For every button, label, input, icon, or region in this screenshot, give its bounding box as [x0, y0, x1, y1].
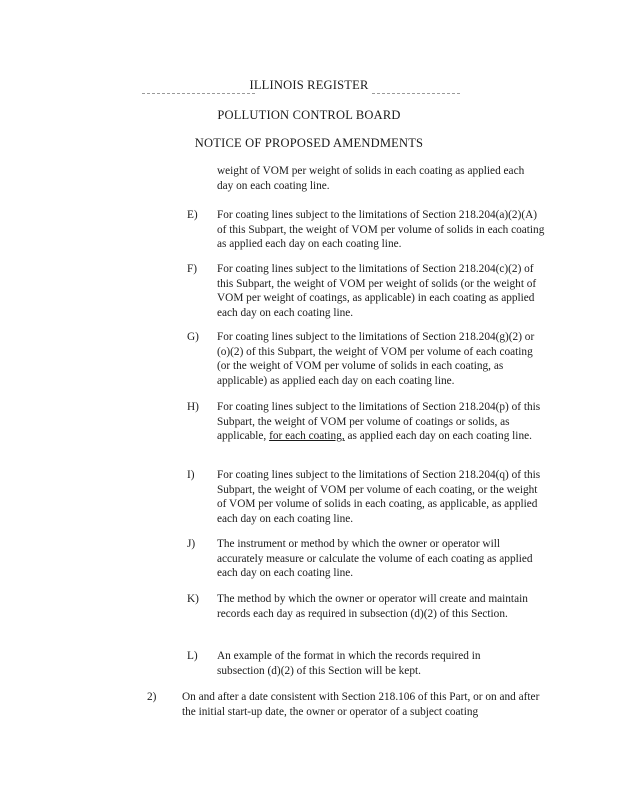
paragraph-2-text: On and after a date consistent with Section 218.106 of this Part, or on and after the initial start-up date, the owner or operator of a subject coating	[182, 691, 540, 718]
carryover-text: weight of VOM per weight of solids in each coating as applied each day on each coating line.	[217, 165, 525, 192]
item-h-underlined-insertion: for each coating,	[269, 430, 345, 443]
item-g-label: G)	[187, 331, 199, 343]
item-j-text: The instrument or method by which the owner or operator will accurately measure or calculate the volume of each coating as applied each day on each coating line.	[217, 538, 533, 580]
item-j-label: J)	[187, 538, 196, 550]
header-rule-left	[142, 93, 255, 94]
board-title: POLLUTION CONTROL BOARD	[217, 108, 401, 122]
register-title: ILLINOIS REGISTER	[249, 78, 369, 92]
item-l-label: L)	[187, 650, 198, 662]
header-rule-right	[372, 93, 460, 94]
item-h-text-before: For coating lines subject to the limitations of Section 218.204(p) of this Subpart, the weight of VOM per volume of coatings or solids, as applicable,	[217, 401, 541, 443]
item-h-text-after: as applied each day on each coating line.	[344, 430, 532, 443]
item-i-text: For coating lines subject to the limitations of Section 218.204(q) of this Subpart, the weight of VOM per volume of each coating, or the weight of VOM per volume of solids in each coating, as applicable, as applied each day on each coating line.	[217, 469, 541, 525]
item-e-label: E)	[187, 209, 198, 221]
paragraph-2-label: 2)	[147, 691, 157, 703]
item-l-text: An example of the format in which the records required in subsection (d)(2) of this Section will be kept.	[217, 650, 481, 677]
item-e-text: For coating lines subject to the limitations of Section 218.204(a)(2)(A) of this Subpart, the weight of VOM per volume of solids in each coating as applied each day on each coating line.	[217, 209, 545, 251]
item-f-text: For coating lines subject to the limitations of Section 218.204(c)(2) of this Subpart, the weight of VOM per weight of solids (or the weight of VOM per weight of coatings, as applicable) in each coating as applied each day on each coating line.	[217, 263, 537, 319]
item-k-text: The method by which the owner or operator will create and maintain records each day as required in subsection (d)(2) of this Section.	[217, 593, 528, 620]
item-f-label: F)	[187, 263, 198, 275]
item-g-text: For coating lines subject to the limitations of Section 218.204(g)(2) or (o)(2) of this Subpart, the weight of VOM per volume of each coating (or the weight of VOM per volume of solids in each coating, as applicable) as applied each day on each coating line.	[217, 331, 535, 387]
item-i-label: I)	[187, 469, 195, 481]
item-h-label: H)	[187, 401, 199, 413]
item-k-label: K)	[187, 593, 199, 605]
notice-title: NOTICE OF PROPOSED AMENDMENTS	[194, 136, 424, 150]
item-h-text	[217, 400, 547, 444]
